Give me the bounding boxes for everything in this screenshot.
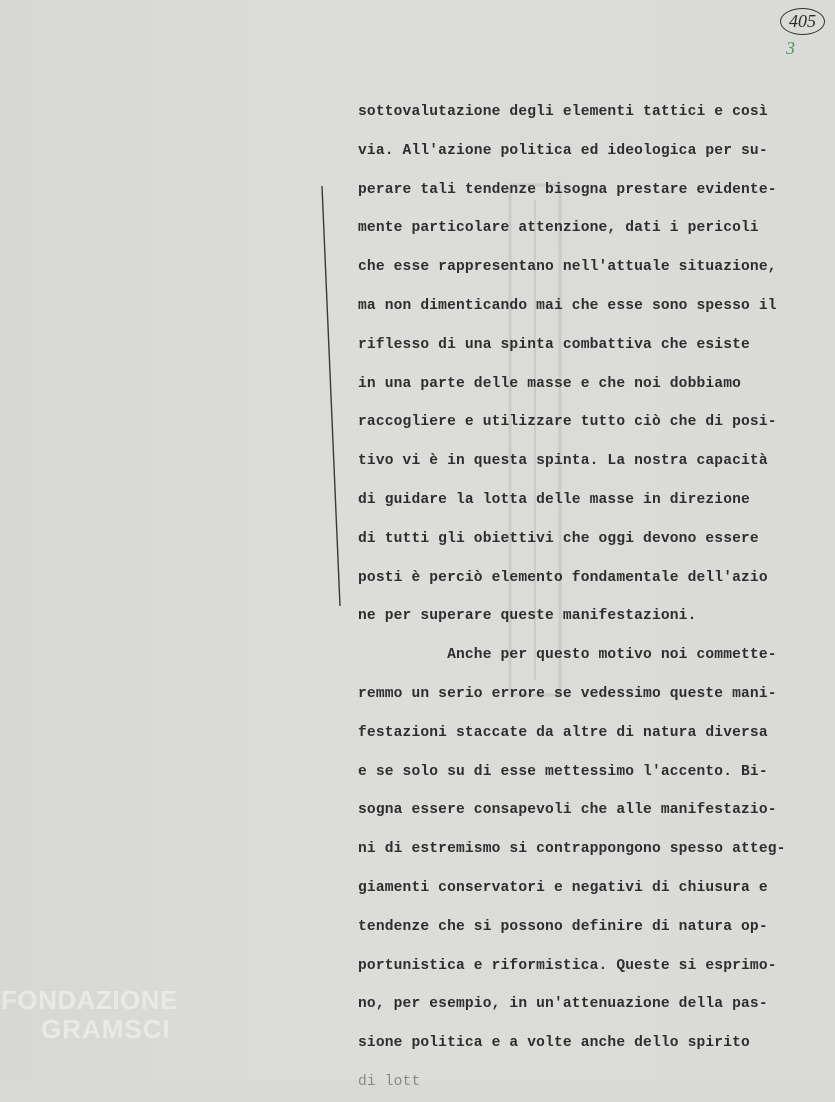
text-line: via. All'azione politica ed ideologica per su- xyxy=(358,142,768,159)
text-line: di tutti gli obiettivi che oggi devono essere xyxy=(358,530,759,547)
text-line: sogna essere consapevoli che alle manifestazio- xyxy=(358,802,777,819)
text-line: sione politica e a volte anche dello spirito xyxy=(358,1035,750,1052)
margin-mark-line xyxy=(318,186,342,606)
text-line: tendenze che si possono definire di natura op- xyxy=(358,918,768,935)
fondazione-gramsci-watermark xyxy=(1,985,178,1045)
page-subnumber: 3 xyxy=(786,38,795,58)
text-line: tivo vi è in questa spinta. La nostra capacità xyxy=(358,453,768,470)
text-line: e se solo su di esse mettessimo l'accento. Bi- xyxy=(358,763,768,780)
text-line: di guidare la lotta delle masse in direzione xyxy=(358,491,750,508)
text-line: riflesso di una spinta combattiva che esiste xyxy=(358,336,750,353)
text-line: ma non dimenticando mai che esse sono spesso il xyxy=(358,297,777,314)
text-line: festazioni staccate da altre di natura diversa xyxy=(358,724,768,741)
typed-text-body xyxy=(358,93,828,1102)
text-line: mente particolare attenzione, dati i pericoli xyxy=(358,220,759,237)
text-line: in una parte delle masse e che noi dobbiamo xyxy=(358,375,742,392)
text-line: sottovalutazione degli elementi tattici e così xyxy=(358,104,768,120)
text-line: posti è perciò elemento fondamentale dell'azio xyxy=(358,569,768,586)
page-number: 405 xyxy=(780,8,825,35)
watermark-line2: GRAMSCI xyxy=(41,1014,171,1044)
text-line: giamenti conservatori e negativi di chiusura e xyxy=(358,879,768,896)
text-line: raccogliere e utilizzare tutto ciò che di posi- xyxy=(358,414,777,431)
text-line: che esse rappresentano nell'attuale situazione, xyxy=(358,259,777,276)
text-line: portunistica e riformistica. Queste si esprimo- xyxy=(358,957,777,974)
text-line: remmo un serio errore se vedessimo queste mani- xyxy=(358,685,777,702)
watermark-line1: FONDAZIONE xyxy=(1,985,178,1015)
text-line: perare tali tendenze bisogna prestare evidente- xyxy=(358,181,777,198)
text-line: no, per esempio, in un'attenuazione della pas- xyxy=(358,996,768,1013)
text-line: Anche per questo motivo noi commette- xyxy=(358,647,777,664)
text-line-partial: di lott xyxy=(358,1073,421,1090)
text-line: ni di estremismo si contrappongono spesso atteg- xyxy=(358,841,786,858)
text-line: ne per superare queste manifestazioni. xyxy=(358,608,697,625)
